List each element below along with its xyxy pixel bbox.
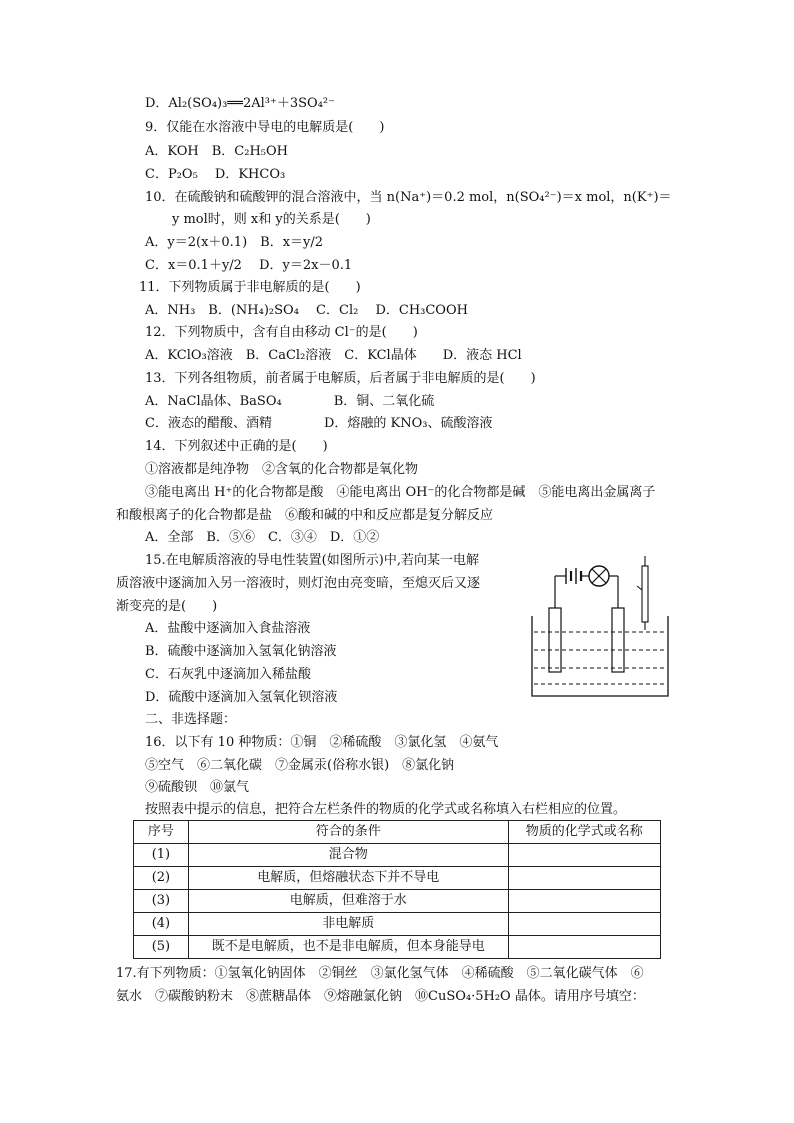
answer-cell[interactable] [508,890,660,913]
table-row [134,936,661,959]
answer-cell[interactable] [508,867,660,890]
dropper-valve [637,586,642,590]
answer-cell[interactable] [508,936,660,959]
question-15-cont-1: 质溶液中逐滴加入另一溶液时，则灯泡由亮变暗，至熄灭后又逐 [116,576,481,591]
option-15c: C．石灰乳中逐滴加入稀盐酸 [145,667,311,682]
option-15d: D．硫酸中逐滴加入氢氧化钡溶液 [145,690,338,705]
row-condition: 既不是电解质，也不是非电解质，但本身能导电 [188,936,508,959]
option-15b: B．硫酸中逐滴加入氢氧化钠溶液 [145,644,337,659]
row-number: (3) [134,890,189,913]
question-11: 11．下列物质属于非电解质的是( ) [139,280,361,295]
table-row [134,844,661,867]
conductivity-apparatus-diagram [528,556,674,698]
options-12: A．KClO₃溶液 B．CaCl₂溶液 C．KCl晶体 D．液态 HCl [145,348,522,363]
answer-cell[interactable] [508,913,660,936]
answer-cell[interactable] [508,844,660,867]
table-header-cell: 序号 [134,821,189,844]
question-17-cont: 氨水 ⑦碳酸钠粉末 ⑧蔗糖晶体 ⑨熔融氯化钠 ⑩CuSO₄·5H₂O 晶体。请用序号填空： [116,989,645,1004]
row-number: (5) [134,936,189,959]
dropper-tube [642,566,648,622]
options-13-ab: A．NaCl晶体、BaSO₄ B．铜、二氧化硫 [145,394,435,409]
table-header-cell: 物质的化学式或名称 [508,821,660,844]
question-16-list-2: ⑤空气 ⑥二氧化碳 ⑦金属汞(俗称水银) ⑧氯化钠 [145,758,455,773]
electrode-left [549,608,561,672]
section-heading-nonchoice: 二、非选择题： [145,712,237,727]
question-16-list-3: ⑨硫酸钡 ⑩氯气 [145,780,250,795]
question-14: 14．下列叙述中正确的是( ) [145,439,328,454]
electrode-right [612,608,624,672]
question-16: 16．以下有 10 种物质：①铜 ②稀硫酸 ③氯化氢 ④氨气 [145,735,499,750]
table-header-cell: 符合的条件 [188,821,508,844]
options-11: A．NH₃ B．(NH₄)₂SO₄ C．Cl₂ D．CH₃COOH [145,303,468,318]
question-17: 17.有下列物质：①氢氧化钠固体 ②铜丝 ③氯化氢气体 ④稀硫酸 ⑤二氧化碳气体 ⑥ [116,966,644,981]
question-16-instruction: 按照表中提示的信息，把符合左栏条件的物质的化学式或名称填入右栏相应的位置。 [145,802,627,817]
options-10-ab: A．y＝2(x＋0.1) B．x＝y/2 [145,235,324,250]
question-12: 12．下列物质中，含有自由移动 Cl⁻的是( ) [145,325,418,340]
options-10-cd: C．x＝0.1＋y/2 D．y＝2x－0.1 [145,258,353,273]
answer-table [133,820,661,959]
row-condition: 非电解质 [188,913,508,936]
option-15a: A．盐酸中逐滴加入食盐溶液 [145,621,311,636]
question-9: 9．仅能在水溶液中导电的电解质是( ) [145,120,385,135]
row-number: (1) [134,844,189,867]
options-9-ab: A．KOH B．C₂H₅OH [145,144,289,159]
statements-14-a: ①溶液都是纯净物 ②含氧的化合物都是氧化物 [145,462,419,477]
question-10-cont: y mol时，则 x和 y的关系是( ) [172,212,371,227]
options-13-cd: C．液态的醋酸、酒精 D．熔融的 KNO₃、硫酸溶液 [145,416,493,431]
row-number: (2) [134,867,189,890]
table-header-row [134,821,661,844]
table-row [134,867,661,890]
question-15-cont-2: 渐变亮的是( ) [116,599,218,614]
option-8d: D．Al₂(SO₄)₃══2Al³⁺＋3SO₄²⁻ [145,96,335,111]
question-10: 10．在硫酸钠和硫酸钾的混合溶液中，当 n(Na⁺)＝0.2 mol，n(SO₄²⁻)＝x mol，n(K⁺)＝ [145,190,672,205]
question-15: 15.在电解质溶液的导电性装置(如图所示)中,若向某一电解 [145,553,479,568]
table-row [134,890,661,913]
row-condition: 混合物 [188,844,508,867]
options-9-cd: C．P₂O₅ D．KHCO₃ [145,167,286,182]
row-condition: 电解质，但难溶于水 [188,890,508,913]
options-14: A．全部 B．⑤⑥ C．③④ D．①② [145,530,380,545]
table-row [134,913,661,936]
statements-14-c: 和酸根离子的化合物都是盐 ⑥酸和碱的中和反应都是复分解反应 [116,508,494,523]
statements-14-b: ③能电离出 H⁺的化合物都是酸 ④能电离出 OH⁻的化合物都是碱 ⑤能电离出金属离子 [145,485,656,500]
question-13: 13．下列各组物质，前者属于电解质，后者属于非电解质的是( ) [145,371,536,386]
row-number: (4) [134,913,189,936]
row-condition: 电解质，但熔融状态下并不导电 [188,867,508,890]
